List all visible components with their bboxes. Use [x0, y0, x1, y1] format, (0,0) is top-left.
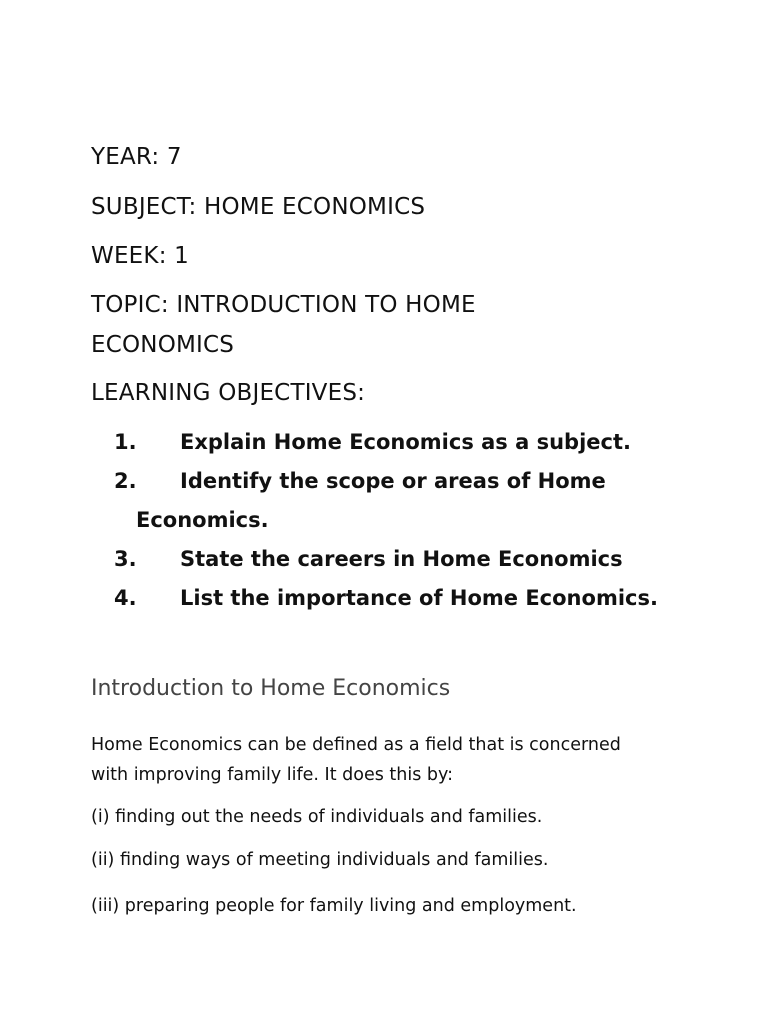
objective-text: State the careers in Home Economics	[180, 547, 623, 571]
section-heading: Introduction to Home Economics	[91, 676, 451, 701]
year-line: YEAR: 7	[91, 144, 182, 170]
objective-number: 4.	[114, 586, 137, 610]
objective-number: 3.	[114, 547, 137, 571]
objective-number: 1.	[114, 430, 137, 454]
week-line: WEEK: 1	[91, 243, 189, 269]
objective-text: Explain Home Economics as a subject.	[180, 430, 631, 454]
objective-number: 2.	[114, 469, 137, 493]
topic-line: TOPIC: INTRODUCTION TO HOME ECONOMICS	[91, 292, 476, 358]
intro-point: (ii) finding ways of meeting individuals and families.	[91, 850, 549, 870]
objective-text: Identify the scope or areas of Home	[180, 469, 606, 493]
intro-paragraph: Home Economics can be defined as a field that is concerned with improving family life. It does this by:	[91, 735, 621, 785]
objective-text-continuation: Economics.	[136, 508, 269, 532]
objectives-heading: LEARNING OBJECTIVES:	[91, 380, 366, 406]
objective-text: List the importance of Home Economics.	[180, 586, 658, 610]
intro-point: (i) finding out the needs of individuals and families.	[91, 807, 543, 827]
intro-point: (iii) preparing people for family living and employment.	[91, 896, 577, 916]
subject-line: SUBJECT: HOME ECONOMICS	[91, 194, 426, 220]
